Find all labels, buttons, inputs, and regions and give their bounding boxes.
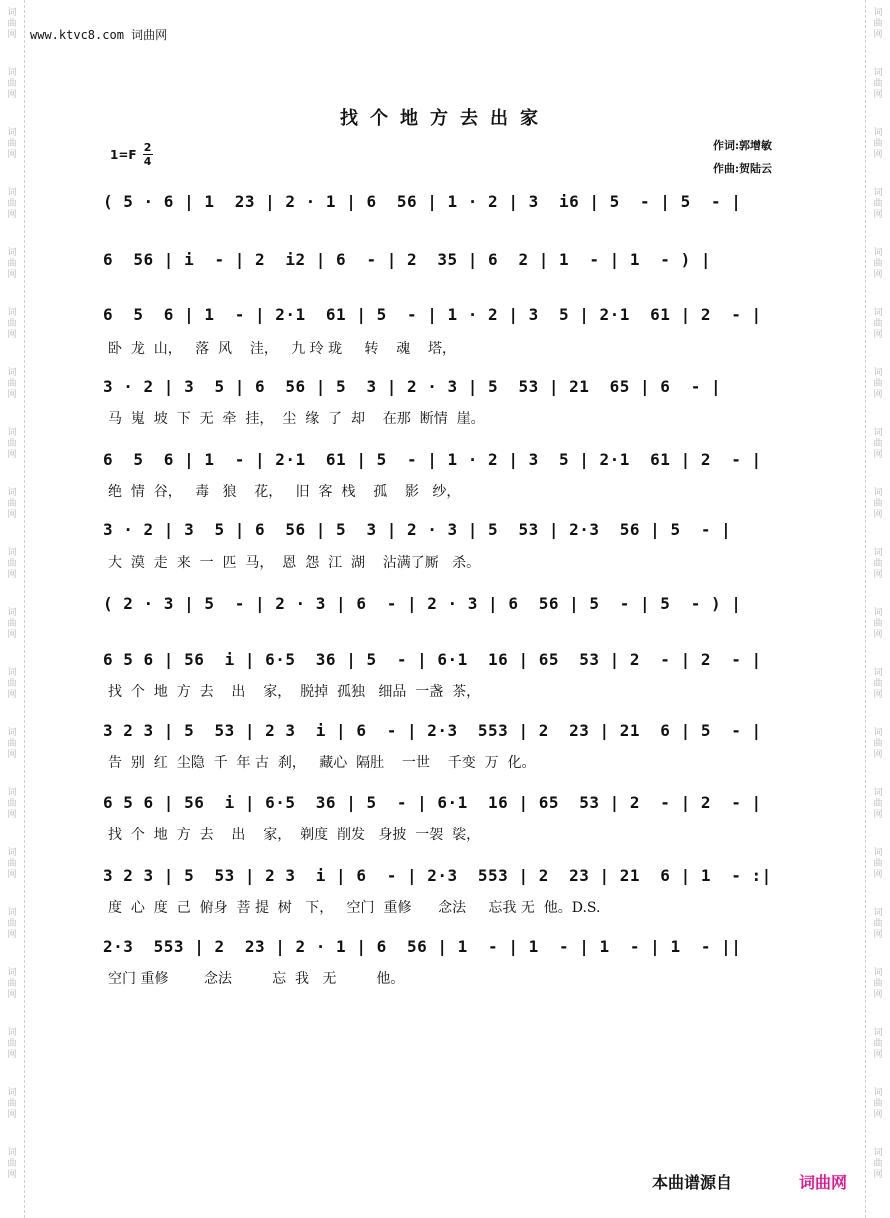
watermark-char: 词	[873, 908, 883, 918]
watermark-char: 网	[7, 450, 17, 460]
watermark-char: 词	[873, 1148, 883, 1158]
watermark-char: 曲	[873, 559, 883, 569]
watermark-stack	[868, 128, 888, 161]
watermark-char: 曲	[7, 919, 17, 929]
watermark-char: 曲	[873, 979, 883, 989]
watermark-stack	[868, 68, 888, 101]
watermark-char: 网	[7, 1050, 17, 1060]
score-line-4: 3 · 2 | 3 5 | 6 56 | 5 3 | 2 · 3 | 5 53 | 21 65 | 6 - |	[103, 377, 722, 396]
watermark-stack	[2, 428, 22, 461]
watermark-stack	[2, 8, 22, 41]
watermark-char: 网	[873, 690, 883, 700]
site-url[interactable]: www.ktvc8.com 词曲网	[30, 28, 168, 42]
watermark-char: 曲	[7, 439, 17, 449]
score-line-9: 3 2 3 | 5 53 | 2 3 i | 6 - | 2·3 553 | 2 23 | 21 6 | 5 - |	[103, 721, 762, 740]
watermark-char: 词	[7, 488, 17, 498]
watermark-char: 曲	[873, 19, 883, 29]
watermark-char: 曲	[873, 919, 883, 929]
watermark-stack	[868, 1148, 888, 1181]
watermark-char: 词	[7, 68, 17, 78]
watermark-stack	[2, 788, 22, 821]
watermark-stack	[868, 308, 888, 341]
watermark-char: 曲	[873, 259, 883, 269]
watermark-char: 网	[873, 30, 883, 40]
watermark-char: 曲	[7, 679, 17, 689]
watermark-stack	[2, 1088, 22, 1121]
watermark-char: 曲	[7, 79, 17, 89]
lyric-line-9: 告 别 红 尘隐 千 年 古 刹， 藏心 隔肚 一世 千变 万 化。	[108, 755, 536, 771]
watermark-char: 词	[7, 1028, 17, 1038]
watermark-stack	[868, 608, 888, 641]
watermark-char: 词	[873, 248, 883, 258]
watermark-char: 网	[873, 1110, 883, 1120]
watermark-char: 词	[873, 968, 883, 978]
watermark-char: 网	[7, 510, 17, 520]
watermark-char: 词	[7, 1088, 17, 1098]
source-brand-link[interactable]: 词曲网	[799, 1173, 848, 1192]
lyric-line-5: 绝 情 谷， 毒 狼 花， 旧 客 栈 孤 影 纱，	[108, 484, 461, 500]
watermark-stack	[2, 908, 22, 941]
watermark-char: 曲	[7, 1099, 17, 1109]
score-line-10: 6 5 6 | 56 i | 6·5 36 | 5 - | 6·1 16 | 65 53 | 2 - | 2 - |	[103, 793, 762, 812]
score-line-3: 6 5 6 | 1 - | 2·1 61 | 5 - | 1 · 2 | 3 5 | 2·1 61 | 2 - |	[103, 305, 762, 324]
score-line-8: 6 5 6 | 56 i | 6·5 36 | 5 - | 6·1 16 | 65 53 | 2 - | 2 - |	[103, 650, 762, 669]
watermark-char: 词	[7, 668, 17, 678]
watermark-char: 网	[873, 570, 883, 580]
watermark-char: 网	[873, 330, 883, 340]
watermark-stack	[868, 248, 888, 281]
watermark-stack	[868, 1088, 888, 1121]
watermark-stack	[2, 488, 22, 521]
watermark-char: 曲	[7, 319, 17, 329]
watermark-char: 词	[873, 488, 883, 498]
score-line-11: 3 2 3 | 5 53 | 2 3 i | 6 - | 2·3 553 | 2 23 | 21 6 | 1 - :|	[103, 866, 772, 885]
watermark-char: 曲	[873, 499, 883, 509]
watermark-char: 网	[7, 150, 17, 160]
watermark-char: 曲	[7, 739, 17, 749]
watermark-char: 曲	[7, 379, 17, 389]
watermark-char: 词	[873, 128, 883, 138]
watermark-char: 曲	[873, 139, 883, 149]
watermark-char: 词	[873, 788, 883, 798]
watermark-char: 词	[7, 8, 17, 18]
watermark-char: 曲	[7, 199, 17, 209]
watermark-char: 词	[873, 1028, 883, 1038]
watermark-char: 网	[873, 990, 883, 1000]
watermark-char: 曲	[7, 139, 17, 149]
score-line-12: 2·3 553 | 2 23 | 2 · 1 | 6 56 | 1 - | 1 - | 1 - | 1 - ||	[103, 937, 742, 956]
watermark-char: 曲	[873, 319, 883, 329]
watermark-char: 网	[873, 210, 883, 220]
watermark-char: 网	[873, 930, 883, 940]
watermark-char: 词	[7, 1148, 17, 1158]
watermark-char: 曲	[7, 979, 17, 989]
watermark-char: 词	[7, 248, 17, 258]
watermark-char: 词	[873, 368, 883, 378]
watermark-char: 词	[7, 128, 17, 138]
watermark-stack	[868, 188, 888, 221]
watermark-char: 词	[873, 668, 883, 678]
watermark-char: 曲	[873, 1099, 883, 1109]
watermark-char: 网	[873, 270, 883, 280]
watermark-char: 网	[7, 930, 17, 940]
score-line-6: 3 · 2 | 3 5 | 6 56 | 5 3 | 2 · 3 | 5 53 | 2·3 56 | 5 - |	[103, 520, 732, 539]
watermark-char: 网	[873, 90, 883, 100]
lyric-line-4: 马 嵬 坡 下 无 牵 挂， 尘 缘 了 却 在那 断情 崖。	[108, 411, 485, 427]
watermark-char: 曲	[873, 199, 883, 209]
watermark-char: 曲	[7, 1039, 17, 1049]
lyric-line-3: 卧 龙 山， 落 风 洼， 九 玲 珑 转 魂 塔，	[108, 341, 456, 357]
lyricist-credit: 作词:郭增敏	[713, 139, 773, 152]
watermark-stack	[868, 968, 888, 1001]
watermark-char: 词	[7, 608, 17, 618]
watermark-char: 曲	[7, 1159, 17, 1169]
watermark-char: 网	[873, 1050, 883, 1060]
watermark-char: 网	[7, 30, 17, 40]
lyric-line-6: 大 漠 走 来 一 匹 马， 恩 怨 江 湖 沾满了厮 杀。	[108, 555, 481, 571]
time-signature-top: 2	[143, 141, 152, 154]
watermark-char: 网	[873, 510, 883, 520]
watermark-char: 网	[7, 90, 17, 100]
watermark-char: 词	[7, 908, 17, 918]
watermark-char: 网	[7, 1110, 17, 1120]
source-label: 本曲谱源自	[652, 1173, 733, 1192]
watermark-char: 曲	[873, 619, 883, 629]
watermark-stack	[2, 1148, 22, 1181]
left-watermark-column	[0, 0, 25, 1218]
watermark-stack	[2, 308, 22, 341]
watermark-char: 曲	[873, 1159, 883, 1169]
watermark-char: 词	[873, 188, 883, 198]
watermark-char: 词	[873, 848, 883, 858]
watermark-stack	[868, 848, 888, 881]
watermark-char: 网	[7, 390, 17, 400]
watermark-char: 词	[7, 788, 17, 798]
watermark-char: 网	[7, 270, 17, 280]
watermark-char: 网	[873, 150, 883, 160]
watermark-stack	[2, 968, 22, 1001]
watermark-char: 词	[873, 728, 883, 738]
watermark-stack	[868, 488, 888, 521]
watermark-char: 网	[7, 210, 17, 220]
watermark-stack	[2, 548, 22, 581]
watermark-stack	[868, 788, 888, 821]
watermark-char: 网	[7, 690, 17, 700]
watermark-char: 词	[873, 608, 883, 618]
watermark-stack	[868, 908, 888, 941]
watermark-char: 曲	[7, 259, 17, 269]
right-watermark-column	[865, 0, 890, 1218]
watermark-stack	[2, 608, 22, 641]
lyric-line-10: 找 个 地 方 去 出 家， 剃度 削发 身披 一袈 裟，	[108, 827, 481, 843]
watermark-char: 词	[7, 308, 17, 318]
watermark-stack	[868, 1028, 888, 1061]
watermark-char: 网	[873, 630, 883, 640]
watermark-stack	[2, 668, 22, 701]
watermark-char: 曲	[873, 679, 883, 689]
watermark-char: 曲	[873, 439, 883, 449]
watermark-char: 曲	[7, 799, 17, 809]
watermark-stack	[2, 848, 22, 881]
watermark-char: 词	[873, 1088, 883, 1098]
watermark-stack	[868, 728, 888, 761]
watermark-char: 网	[873, 750, 883, 760]
watermark-char: 网	[7, 990, 17, 1000]
score-line-5: 6 5 6 | 1 - | 2·1 61 | 5 - | 1 · 2 | 3 5 | 2·1 61 | 2 - |	[103, 450, 762, 469]
watermark-stack	[2, 128, 22, 161]
lyric-line-8: 找 个 地 方 去 出 家， 脱掉 孤独 细品 一盏 茶，	[108, 684, 481, 700]
watermark-char: 曲	[873, 379, 883, 389]
song-title: 找个地方去出家	[340, 108, 550, 129]
key-signature: 1=F	[110, 147, 137, 162]
watermark-stack	[2, 728, 22, 761]
watermark-char: 网	[873, 870, 883, 880]
watermark-char: 词	[7, 548, 17, 558]
watermark-char: 曲	[7, 559, 17, 569]
score-line-1: ( 5 · 6 | 1 23 | 2 · 1 | 6 56 | 1 · 2 | 3 i6 | 5 - | 5 - |	[103, 192, 742, 211]
watermark-stack	[2, 68, 22, 101]
watermark-char: 词	[7, 188, 17, 198]
watermark-char: 词	[873, 68, 883, 78]
watermark-char: 网	[7, 1170, 17, 1180]
time-signature-bottom: 4	[143, 155, 152, 168]
watermark-char: 曲	[7, 619, 17, 629]
watermark-char: 词	[7, 728, 17, 738]
watermark-char: 词	[873, 8, 883, 18]
watermark-char: 词	[7, 968, 17, 978]
watermark-char: 词	[873, 308, 883, 318]
watermark-char: 曲	[7, 19, 17, 29]
watermark-char: 网	[873, 810, 883, 820]
watermark-char: 词	[7, 368, 17, 378]
watermark-char: 网	[7, 870, 17, 880]
composer-credit: 作曲:贺陆云	[713, 162, 773, 175]
watermark-stack	[868, 668, 888, 701]
watermark-char: 网	[7, 750, 17, 760]
watermark-char: 曲	[873, 859, 883, 869]
watermark-char: 网	[873, 450, 883, 460]
watermark-char: 网	[873, 1170, 883, 1180]
watermark-char: 曲	[873, 1039, 883, 1049]
watermark-char: 曲	[7, 499, 17, 509]
watermark-char: 曲	[873, 799, 883, 809]
watermark-stack	[2, 188, 22, 221]
watermark-char: 曲	[7, 859, 17, 869]
watermark-char: 网	[873, 390, 883, 400]
watermark-stack	[2, 368, 22, 401]
watermark-char: 词	[7, 428, 17, 438]
watermark-stack	[2, 1028, 22, 1061]
time-signature	[143, 142, 153, 167]
watermark-char: 词	[873, 548, 883, 558]
watermark-stack	[868, 428, 888, 461]
watermark-char: 网	[7, 630, 17, 640]
watermark-char: 词	[7, 848, 17, 858]
watermark-stack	[868, 8, 888, 41]
key-time-signature	[110, 142, 153, 167]
score-line-7: ( 2 · 3 | 5 - | 2 · 3 | 6 - | 2 · 3 | 6 56 | 5 - | 5 - ) |	[103, 594, 742, 613]
lyric-line-12: 空门 重修 念法 忘 我 无 他。	[108, 971, 405, 987]
watermark-char: 网	[7, 330, 17, 340]
watermark-char: 曲	[873, 739, 883, 749]
watermark-char: 曲	[873, 79, 883, 89]
lyric-line-11: 度 心 度 己 俯身 菩 提 树 下， 空门 重修 念法 忘我 无 他。D.S.	[108, 900, 601, 916]
watermark-stack	[868, 368, 888, 401]
score-line-2: 6 56 | i - | 2 i2 | 6 - | 2 35 | 6 2 | 1 - | 1 - ) |	[103, 250, 711, 269]
watermark-stack	[2, 248, 22, 281]
watermark-stack	[868, 548, 888, 581]
watermark-char: 词	[873, 428, 883, 438]
watermark-char: 网	[7, 570, 17, 580]
watermark-char: 网	[7, 810, 17, 820]
